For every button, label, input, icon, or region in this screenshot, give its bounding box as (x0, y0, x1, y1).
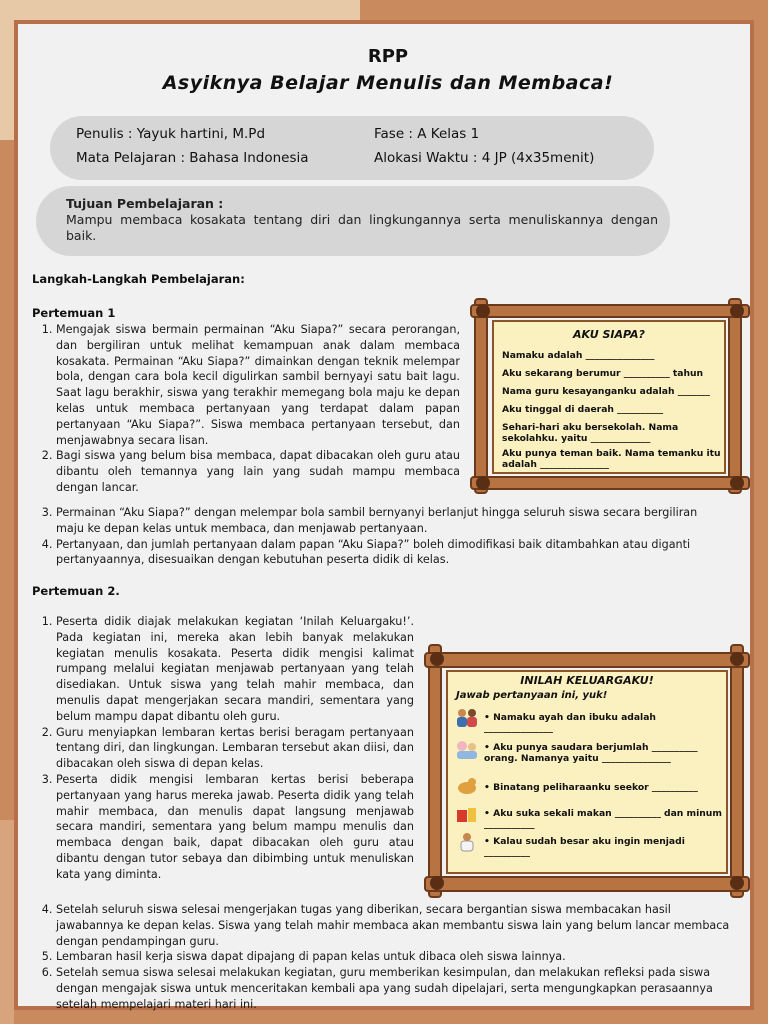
list-item: 1. Peserta didik diajak melakukan kegiatan ‘Inilah Keluargaku!’. Pada kegiatan ini, mereka akan lebih banyak melakukan kegiatan menulis kosakata. Peserta didik mengisi kalimat rumpang melalui kegiatan menjawab pertanyaan yang telah disediakan. Untuk siswa yang telah mahir membaca, dan menulis dapat mengerjakan secara mandiri, sementara yang belum mampu dapat dibantu oleh guru. (56, 614, 414, 725)
aku-siapa-board (470, 290, 750, 502)
doc-title: RPP (367, 46, 409, 67)
author-info: Penulis : Yayuk hartini, M.Pd (76, 126, 266, 142)
rope-knot (730, 876, 744, 890)
question-line: • Aku suka sekali makan __________ dan minum ___________ (484, 808, 722, 830)
board-title: INILAH KELUARGAKU! (520, 674, 654, 687)
rope-knot (476, 476, 490, 490)
question-line: Aku punya teman baik. Nama temanku itu adalah _______________ (502, 448, 721, 470)
meeting2-title: Pertemuan 2. (32, 584, 120, 598)
question-line: Nama guru kesayanganku adalah _______ (502, 386, 710, 397)
list-item: 6. Setelah semua siswa selesai melakukan kegiatan, guru memberikan kesimpulan, dan melakukan refleksi pada siswa dengan mengajak siswa untuk menceritakan kembali apa yang sudah dipelajari, serta mengungkapkan perasaannya setelah mempelajari materi hari ini. (56, 965, 732, 1012)
food-icon (454, 804, 480, 824)
question-line: • Binatang peliharaanku seekor __________ (484, 782, 698, 793)
question-line: Aku tinggal di daerah __________ (502, 404, 664, 415)
info-box (50, 116, 654, 180)
pet-icon (454, 776, 480, 796)
meeting1-title: Pertemuan 1 (32, 306, 116, 320)
rope-knot (476, 304, 490, 318)
paper-sheet (446, 670, 728, 874)
background-shape (0, 820, 14, 1024)
meeting2-list-b (32, 902, 732, 1013)
wood-post (728, 298, 742, 494)
objective-text: Mampu membaca kosakata tentang diri dan lingkungannya serta menuliskannya dengan baik. (66, 212, 658, 243)
objective-title: Tujuan Pembelajaran : (66, 196, 224, 211)
board-title: AKU SIAPA? (573, 328, 645, 341)
rope-knot (430, 876, 444, 890)
doc-subtitle: Asyiknya Belajar Menulis dan Membaca! (162, 72, 614, 94)
meeting1-list-b (32, 505, 722, 568)
rope-knot (730, 476, 744, 490)
meeting1-list-a (32, 322, 460, 496)
objective-box (36, 186, 670, 256)
wood-beam (424, 652, 750, 668)
wood-post (474, 298, 488, 494)
time-info: Alokasi Waktu : 4 JP (4x35menit) (374, 150, 595, 166)
question-line: Aku sekarang berumur __________ tahun (502, 368, 704, 379)
parents-icon (454, 708, 480, 728)
paper-sheet (492, 320, 726, 474)
rope-knot (430, 652, 444, 666)
list-item: 5. Lembaran hasil kerja siswa dapat dipajang di papan kelas untuk dibaca oleh siswa lainnya. (56, 949, 732, 965)
rope-knot (730, 652, 744, 666)
board-prompt: Jawab pertanyaan ini, yuk! (456, 690, 608, 701)
document-page (14, 20, 754, 1010)
list-item: 1. Mengajak siswa bermain permainan “Aku Siapa?” secara perorangan, dan bergiliran untuk melihat kemampuan anak dalam membaca kosakata. Permainan “Aku Siapa?” dimainkan dengan teknik melempar bola, dengan cara bola kecil digulirkan sambil bernyayi satu bait lagu. Saat lagu berakhir, siswa yang terakhir memegang bola maju ke depan kelas untuk membaca pertanyaan yang terdapat dalam papan pertanyaan “Aku Siapa?”. Siswa membaca pertanyaan tersebut, dan menjawabnya secara lisan. (56, 322, 460, 448)
career-icon (454, 832, 480, 852)
subject-info: Mata Pelajaran : Bahasa Indonesia (76, 150, 309, 166)
question-line: • Namaku ayah dan ibuku adalah _______________ (484, 712, 656, 734)
wood-beam (470, 304, 750, 318)
siblings-icon (454, 740, 480, 760)
list-item: 2. Guru menyiapkan lembaran kertas berisi beragam pertanyaan tentang diri, dan lingkungan. Lembaran tersebut akan diisi, dan dibacakan oleh siswa di depan kelas. (56, 725, 414, 772)
list-item: 3. Permainan “Aku Siapa?” dengan melempar bola sambil bernyanyi berlanjut hingga seluruh siswa secara bergiliran maju ke depan kelas untuk membaca, dan menjawab pertanyaan. (56, 505, 722, 537)
list-item: 2. Bagi siswa yang belum bisa membaca, dapat dibacakan oleh guru atau dibantu oleh temannya yang lain yang sudah mampu membaca dengan lancar. (56, 448, 460, 495)
phase-info: Fase : A Kelas 1 (374, 126, 480, 142)
question-line: Sehari-hari aku bersekolah. Nama sekolahku. yaitu _____________ (502, 422, 679, 444)
steps-title: Langkah-Langkah Pembelajaran: (32, 272, 245, 286)
list-item: 4. Setelah seluruh siswa selesai mengerjakan tugas yang diberikan, secara bergantian siswa membacakan hasil jawabannya ke depan kelas. Siswa yang telah mahir membaca akan membantu siswa lain yang belum lancar membaca dengan pendampingan guru. (56, 902, 732, 949)
wood-post (428, 644, 442, 898)
meeting2-list-a (32, 614, 414, 883)
question-line: • Kalau sudah besar aku ingin menjadi __________ (484, 836, 685, 858)
wood-beam (470, 476, 750, 490)
list-item: 4. Pertanyaan, dan jumlah pertanyaan dalam papan “Aku Siapa?” boleh dimodifikasi baik ditambahkan atau diganti pertanyaannya, disesuaikan dengan kebutuhan peserta didik di kelas. (56, 537, 722, 569)
rope-knot (730, 304, 744, 318)
wood-beam (424, 876, 750, 892)
wood-post (730, 644, 744, 898)
inilah-keluargaku-board (424, 636, 750, 906)
list-item: 3. Peserta didik mengisi lembaran kertas berisi beberapa pertanyaan yang harus mereka jawab. Peserta didik yang telah mahir membaca, dan menulis dapat langsung menjawab secara mandiri, sementara yang belum mampu menulis dan membaca dengan baik, dapat dibacakan oleh guru atau dibantu dengan tutor sebaya dan dibimbing untuk menuliskan kata yang diminta. (56, 772, 414, 883)
question-line: • Aku punya saudara berjumlah __________ orang. Namanya yaitu _______________ (484, 742, 698, 764)
question-line: Namaku adalah _______________ (502, 350, 655, 361)
